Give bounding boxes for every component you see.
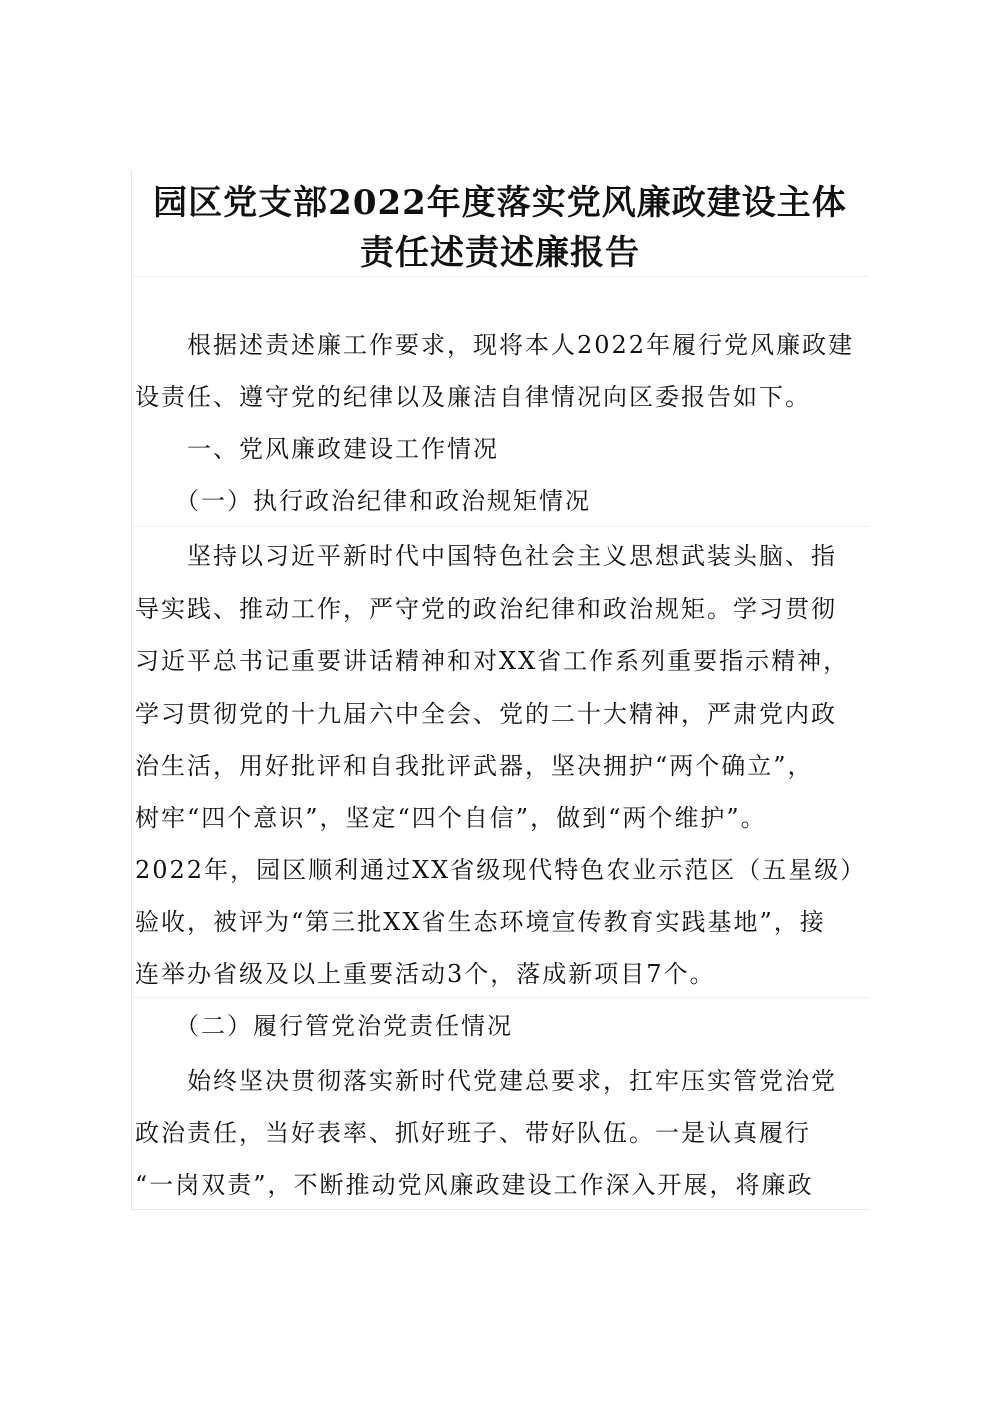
page-frame-left: [131, 170, 132, 1210]
body-line: 始终坚决贯彻落实新时代党建总要求，扛牢压实管党治党: [135, 1067, 837, 1095]
body-line: 连举办省级及以上重要活动3个，落成新项目7个。: [135, 960, 716, 988]
document-title-line1: 园区党支部2022年度落实党风廉政建设主体: [153, 183, 847, 223]
subsection-heading: （二）履行管党治党责任情况: [135, 1012, 513, 1040]
document-title-line2: 责任述责述廉报告: [360, 233, 640, 273]
page-guide-line: [131, 997, 869, 998]
subsection-heading: （一）执行政治纪律和政治规矩情况: [135, 487, 591, 515]
body-line: 学习贯彻党的十九届六中全会、党的二十大精神，严肃党内政: [135, 700, 837, 728]
page-frame-bottom: [131, 1209, 869, 1210]
body-line: 2022年，园区顺利通过XX省级现代特色农业示范区（五星级）: [135, 856, 867, 884]
body-line: “一岗双责”，不断推动党风廉政建设工作深入开展，将廉政: [135, 1171, 814, 1199]
body-line: 坚持以习近平新时代中国特色社会主义思想武装头脑、指: [135, 542, 837, 570]
body-line: 树牢“四个意识”，坚定“四个自信”，做到“两个维护”。: [135, 804, 767, 832]
body-line: 习近平总书记重要讲话精神和对XX省工作系列重要指示精神，: [135, 647, 850, 675]
page-guide-line: [131, 526, 869, 527]
section-heading: 一、党风廉政建设工作情况: [135, 435, 499, 463]
body-line: 治生活，用好批评和自我批评武器，坚决拥护“两个确立”，: [135, 752, 814, 780]
body-line: 根据述责述廉工作要求，现将本人2022年履行党风廉政建: [135, 331, 855, 359]
body-line: 验收，被评为“第三批XX省生态环境宣传教育实践基地”，接: [135, 908, 826, 936]
body-line: 设责任、遵守党的纪律以及廉洁自律情况向区委报告如下。: [135, 383, 811, 411]
body-line: 导实践、推动工作，严守党的政治纪律和政治规矩。学习贯彻: [135, 595, 837, 623]
body-line: 政治责任，当好表率、抓好班子、带好队伍。一是认真履行: [135, 1119, 811, 1147]
